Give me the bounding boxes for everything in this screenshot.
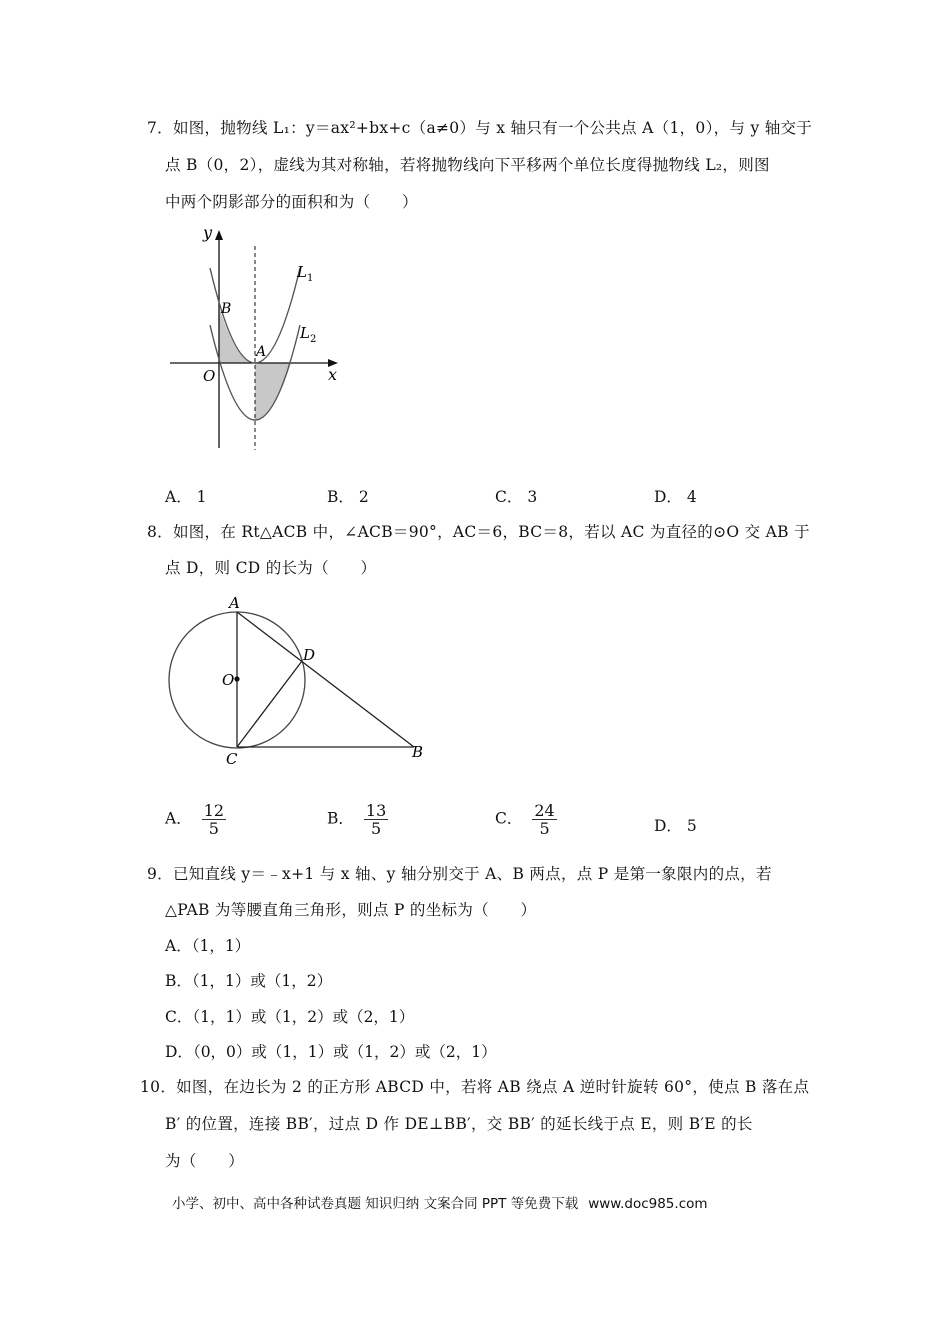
option-value: 4	[686, 488, 697, 506]
q9-line-1: 9．已知直线 y＝﹣x+1 与 x 轴、y 轴分别交于 A、B 两点，点 P 是第一象限内的点，若	[147, 865, 772, 883]
option-letter: B．	[327, 809, 354, 828]
option-letter: D．	[654, 817, 682, 835]
q7-line-3: 中两个阴影部分的面积和为（ ）	[165, 193, 418, 211]
option-letter: C．	[165, 1008, 193, 1026]
fraction: $\frac{13}{5}$	[365, 801, 387, 838]
label-B: B	[221, 301, 232, 317]
q9-option-d[interactable]	[165, 1042, 497, 1062]
q8-line-1: 8．如图，在 Rt△ACB 中，∠ACB＝90°，AC＝6，BC＝8，若以 AC 为直径的⊙O 交 AB 于	[147, 523, 810, 541]
parabola-figure	[160, 220, 360, 460]
label-C: C	[226, 750, 238, 768]
label-x: x	[328, 365, 338, 384]
q8-line-2: 点 D，则 CD 的长为（ ）	[165, 559, 377, 577]
option-value: （0，0）或（1，1）或（1，2）或（2，1）	[192, 1043, 497, 1061]
q10-line-1: 10．如图，在边长为 2 的正方形 ABCD 中，若将 AB 绕点 A 逆时针旋转 60°，使点 B 落在点	[140, 1078, 810, 1096]
q10-line-3: 为（ ）	[165, 1152, 245, 1170]
q7-option-b[interactable]	[327, 487, 369, 507]
option-value: （1，1）或（1，2）	[191, 972, 333, 990]
label-B: B	[412, 743, 424, 761]
footer-text: 小学、初中、高中各种试卷真题 知识归纳 文案合同 PPT 等免费下载	[172, 1196, 579, 1212]
option-value: 2	[358, 488, 369, 506]
option-value: 5	[686, 817, 697, 835]
q7-line-1: 7．如图，抛物线 L₁：y＝ax²+bx+c（a≠0）与 x 轴只有一个公共点 A（1，0），与 y 轴交于	[147, 119, 813, 137]
center-point-O	[234, 676, 239, 681]
y-axis-arrow	[215, 230, 223, 240]
q7-line-2: 点 B（0，2），虚线为其对称轴，若将抛物线向下平移两个单位长度得抛物线 L₂，则图	[165, 156, 770, 174]
label-O: O	[203, 367, 216, 385]
q9-option-b[interactable]	[165, 971, 332, 991]
q7-option-d[interactable]	[654, 487, 697, 507]
q7-option-c[interactable]	[495, 487, 537, 507]
label-L2: $L_2$	[300, 324, 317, 345]
q9-line-2: △PAB 为等腰直角三角形，则点 P 的坐标为（ ）	[165, 901, 537, 919]
q7-option-a[interactable]	[165, 487, 207, 507]
option-value: （1，1）或（1，2）或（2，1）	[192, 1008, 415, 1026]
label-A: A	[256, 344, 267, 360]
segment-CD	[237, 661, 302, 747]
q10-line-2: B′ 的位置，连接 BB′，过点 D 作 DE⊥BB′，交 BB′ 的延长线于点 E，则 B′E 的长	[165, 1115, 753, 1133]
q9-option-a[interactable]	[165, 936, 250, 956]
label-A: A	[229, 594, 240, 612]
circle-triangle-figure	[160, 590, 440, 770]
q8-option-a[interactable]	[165, 802, 226, 837]
segment-AB	[237, 612, 414, 747]
option-letter: C．	[495, 809, 523, 828]
option-value: （1，1）	[191, 937, 251, 955]
shaded-region-right	[255, 363, 291, 420]
option-letter: A．	[165, 937, 192, 955]
option-letter: D．	[654, 488, 682, 506]
q8-option-d[interactable]	[654, 816, 697, 836]
option-value: 1	[196, 488, 207, 506]
q8-option-b[interactable]	[327, 802, 388, 837]
page-footer	[172, 1192, 708, 1212]
fraction: $\frac{24}{5}$	[534, 801, 555, 838]
option-value: 3	[527, 488, 538, 506]
footer-url[interactable]: www.doc985.com	[588, 1196, 708, 1212]
q9-option-c[interactable]	[165, 1007, 414, 1027]
label-D: D	[303, 646, 316, 664]
option-letter: B．	[327, 488, 354, 506]
label-L1: $L_1$	[297, 263, 314, 284]
option-letter: A．	[165, 809, 192, 828]
q8-option-c[interactable]	[495, 802, 557, 837]
label-O: O	[222, 671, 235, 689]
option-letter: B．	[165, 972, 192, 990]
option-letter: A．	[165, 488, 192, 506]
label-y: y	[203, 223, 213, 242]
option-letter: C．	[495, 488, 523, 506]
option-letter: D．	[165, 1043, 193, 1061]
fraction: $\frac{12}{5}$	[203, 801, 225, 838]
